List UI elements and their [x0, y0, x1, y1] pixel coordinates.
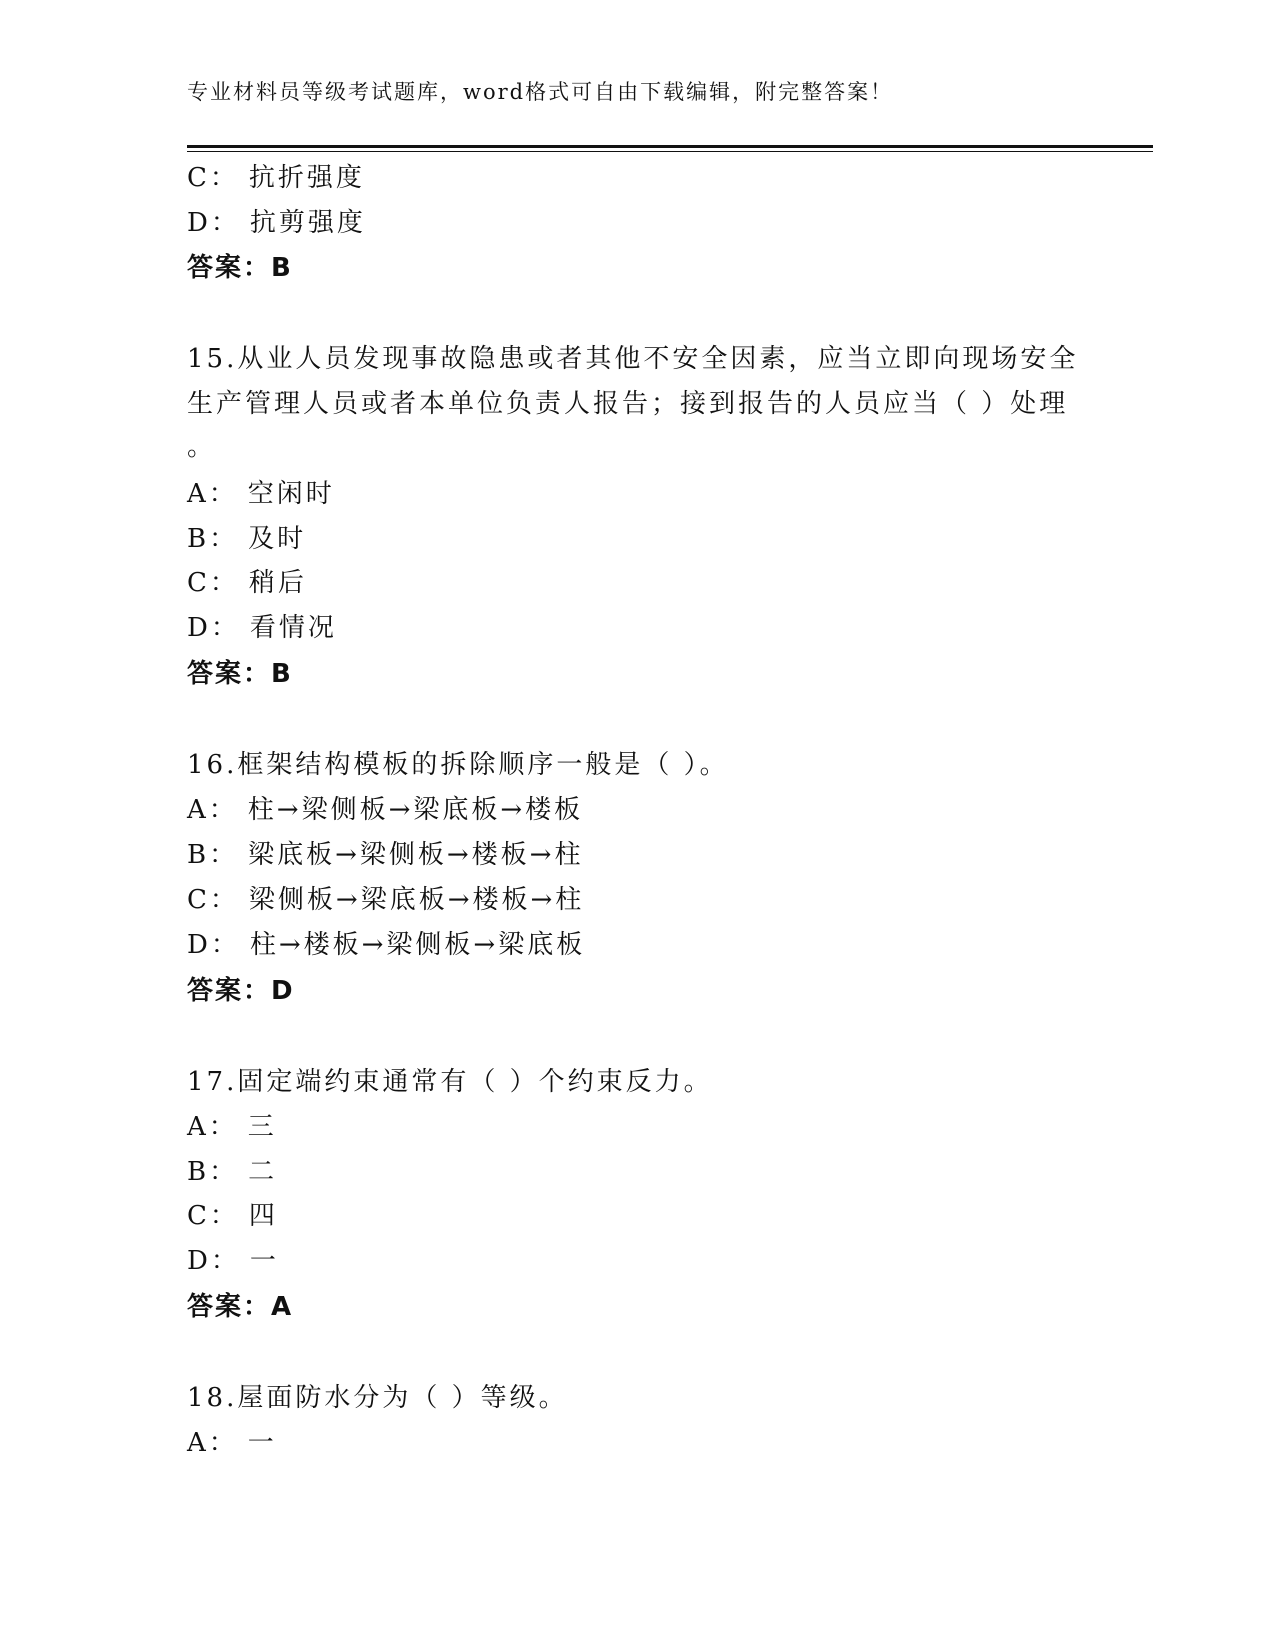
option-c: C： 稍后: [187, 568, 307, 598]
option-b: B： 及时: [187, 524, 307, 554]
option-c: C： 梁侧板→梁底板→楼板→柱: [187, 885, 585, 915]
option-a: A： 空闲时: [187, 479, 335, 509]
header-rule-thick: [187, 145, 1153, 148]
option-a: A： 柱→梁侧板→梁底板→楼板: [187, 795, 584, 825]
answer-line: 答案：B: [187, 253, 293, 283]
option-a: A： 三: [187, 1112, 277, 1142]
question-stem: 18.屋面防水分为（ ）等级。: [187, 1383, 568, 1413]
option-c: C： 抗折强度: [187, 163, 365, 193]
option-d: D： 一: [187, 1246, 279, 1276]
option-b: B： 梁底板→梁侧板→楼板→柱: [187, 840, 584, 870]
question-stem: 17.固定端约束通常有（ ）个约束反力。: [187, 1067, 713, 1097]
answer-line: 答案：A: [187, 1292, 294, 1322]
option-a: A： 一: [187, 1428, 277, 1458]
question-stem: 16.框架结构模板的拆除顺序一般是（ ）。: [187, 750, 729, 780]
option-b: B： 二: [187, 1157, 278, 1187]
answer-line: 答案：D: [187, 976, 295, 1006]
answer-line: 答案：B: [187, 659, 293, 689]
option-c: C： 四: [187, 1201, 278, 1231]
question-stem: 15.从业人员发现事故隐患或者其他不安全因素，应当立即向现场安全: [187, 344, 1079, 374]
option-d: D： 柱→楼板→梁侧板→梁底板: [187, 930, 586, 960]
header-rule-thin: [187, 151, 1153, 152]
option-d: D： 看情况: [187, 613, 337, 643]
question-stem: 。: [187, 432, 217, 462]
page-header: 专业材料员等级考试题库，word格式可自由下载编辑，附完整答案！: [187, 80, 894, 104]
question-stem: 生产管理人员或者本单位负责人报告；接到报告的人员应当（ ）处理: [187, 389, 1069, 419]
option-d: D： 抗剪强度: [187, 208, 366, 238]
